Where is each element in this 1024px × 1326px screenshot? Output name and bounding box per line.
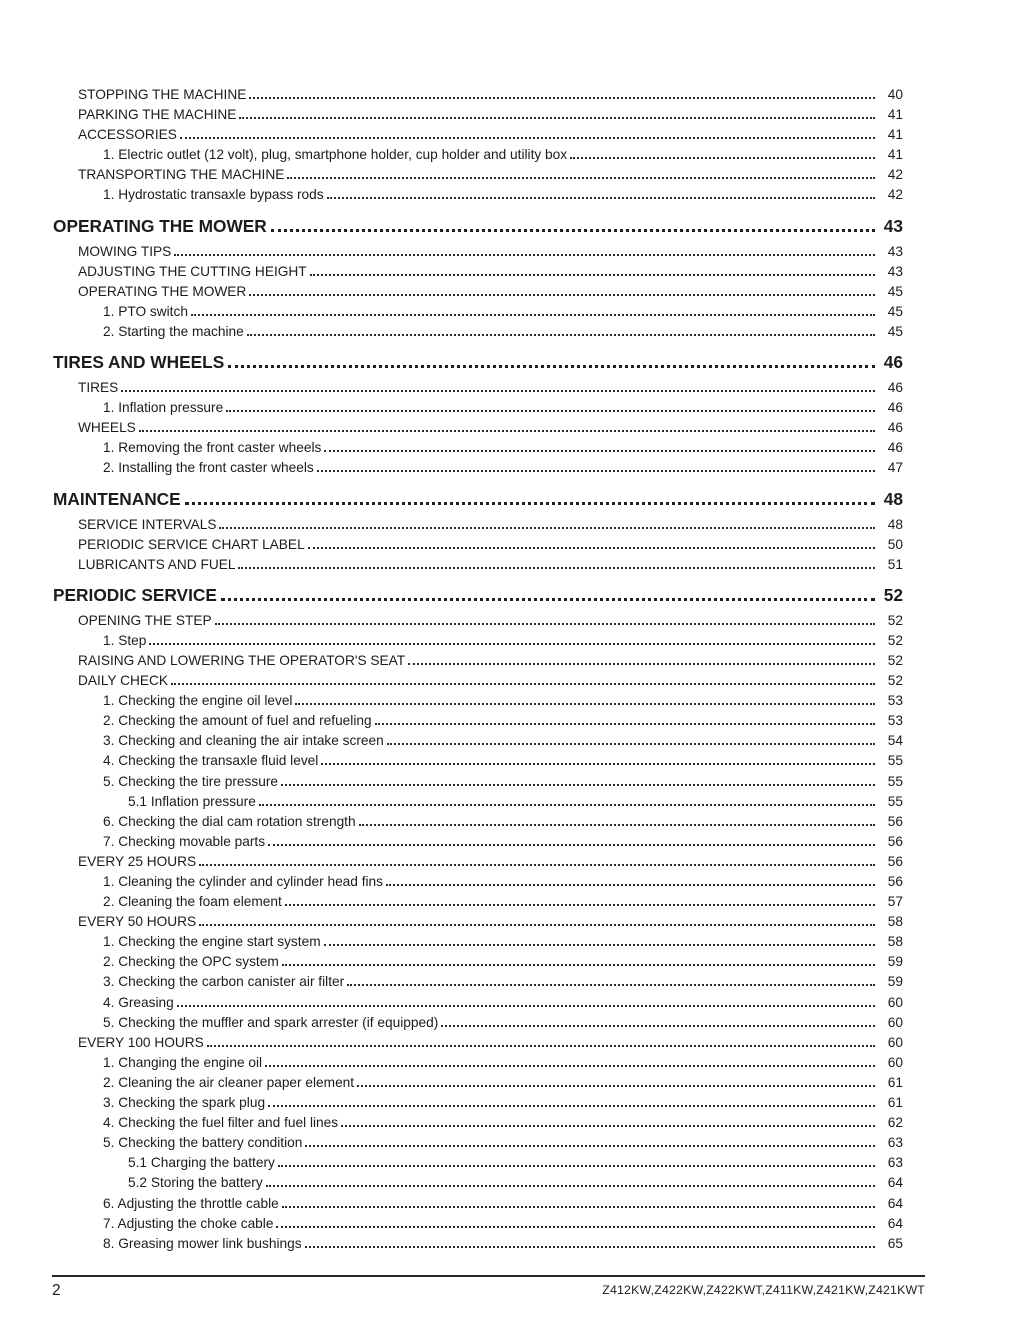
toc-item [53, 751, 903, 771]
dot-leader [341, 1123, 875, 1127]
toc-item [53, 262, 903, 282]
toc-entry-page: 61 [887, 1074, 903, 1090]
dot-leader [268, 1103, 875, 1107]
toc-item [53, 972, 903, 992]
dot-leader [247, 332, 875, 336]
dot-leader [221, 596, 875, 601]
toc-item [53, 691, 903, 711]
toc-item [53, 535, 903, 555]
toc-entry-label: 4. Greasing [103, 994, 174, 1010]
toc-entry-label: DAILY CHECK [78, 673, 169, 689]
dot-leader [271, 227, 875, 232]
toc-entry-label: 5.1 Charging the battery [128, 1155, 275, 1171]
toc-item [53, 1073, 903, 1093]
toc-entry-page: 56 [887, 874, 903, 889]
toc-entry-label: 5.2 Storing the battery [128, 1175, 263, 1191]
toc-entry-label: 7. Adjusting the choke cable [103, 1215, 274, 1231]
dot-leader [408, 661, 875, 665]
toc-entry-label: 1. Inflation pressure [103, 400, 224, 416]
toc-entry-page: 60 [887, 1054, 903, 1070]
dot-leader [207, 1043, 875, 1047]
toc-item [53, 378, 903, 398]
toc-item [53, 711, 903, 731]
toc-entry-page: 42 [887, 187, 903, 203]
dot-leader [327, 195, 875, 199]
toc-entry-page: 43 [887, 263, 903, 279]
toc-entry-label: 6. Checking the dial cam rotation strength [103, 813, 356, 829]
toc-entry-page: 56 [887, 813, 903, 829]
dot-leader [180, 135, 875, 139]
toc-entry-page: 43 [883, 215, 903, 236]
dot-leader [249, 95, 875, 99]
toc-entry-label: SERVICE INTERVALS [78, 516, 217, 532]
dot-leader [228, 363, 875, 368]
toc-entry-label: 1. Step [103, 632, 147, 648]
toc-entry-label: STOPPING THE MACHINE [78, 87, 247, 102]
dot-leader [359, 822, 875, 826]
dot-leader [238, 565, 875, 569]
page-footer [52, 1275, 925, 1300]
toc-entry-label: 2. Starting the machine [103, 323, 244, 339]
dot-leader [324, 942, 875, 946]
toc-entry-page: 46 [887, 440, 903, 456]
toc-item [53, 125, 903, 145]
toc-item [53, 1013, 903, 1033]
toc-entry-page: 42 [887, 167, 903, 183]
toc-entry-label: 5. Checking the battery condition [103, 1135, 303, 1151]
toc-entry-label: OPERATING THE MOWER [78, 283, 247, 299]
toc-entry-page: 52 [887, 612, 903, 628]
toc-entry-label: 2. Cleaning the foam element [103, 894, 282, 910]
toc-item [53, 631, 903, 651]
dot-leader [215, 621, 875, 625]
toc-item [53, 458, 903, 478]
toc-entry-label: 1. Changing the engine oil [103, 1054, 263, 1070]
toc-item [53, 418, 903, 438]
toc-entry-page: 50 [887, 536, 903, 552]
toc-item [53, 651, 903, 671]
dot-leader [295, 701, 875, 705]
toc-item [53, 515, 903, 535]
dot-leader [357, 1083, 875, 1087]
toc-entry-label: 5. Checking the tire pressure [103, 773, 278, 789]
toc-entry-label: EVERY 25 HOURS [78, 853, 197, 869]
dot-leader [171, 681, 875, 685]
toc-item [53, 322, 903, 342]
toc-entry-page: 59 [887, 954, 903, 970]
toc-entry-page: 45 [887, 323, 903, 339]
toc-entry-page: 48 [883, 488, 903, 509]
dot-leader [139, 428, 875, 432]
toc-entry-label: 5.1 Inflation pressure [128, 793, 256, 809]
dot-leader [282, 1204, 875, 1208]
toc-entry-page: 45 [887, 283, 903, 299]
toc-item [53, 1173, 903, 1193]
toc-entry-label: 4. Checking the fuel filter and fuel lines [103, 1115, 339, 1131]
toc-item [53, 185, 903, 205]
toc-entry-page: 60 [887, 1034, 903, 1050]
toc-entry-label: RAISING AND LOWERING THE OPERATOR'S SEAT [78, 652, 406, 668]
toc-entry-label: OPENING THE STEP [78, 612, 212, 628]
dot-leader [259, 802, 875, 806]
toc-entry-label: PARKING THE MACHINE [78, 107, 237, 123]
toc-entry-label: 1. Electric outlet (12 volt), plug, smartphone holder, cup holder and utility box [103, 147, 568, 163]
toc-section-heading [53, 488, 903, 511]
toc-entry-label: PERIODIC SERVICE [53, 584, 217, 605]
dot-leader [317, 468, 875, 472]
toc-entry-label: TIRES [78, 380, 119, 396]
toc-item [53, 282, 903, 302]
dot-leader [387, 741, 875, 745]
toc-entry-page: 55 [887, 773, 903, 789]
toc-entry-label: EVERY 50 HOURS [78, 914, 197, 930]
toc-item [53, 1113, 903, 1133]
dot-leader [347, 982, 875, 986]
toc-entry-page: 56 [887, 853, 903, 869]
toc-entry-page: 51 [887, 556, 903, 572]
dot-leader [375, 721, 875, 725]
dot-leader [310, 272, 875, 276]
toc-entry-label: 1. Cleaning the cylinder and cylinder head fins [103, 874, 384, 889]
toc-item [53, 242, 903, 262]
toc-entry-label: 2. Installing the front caster wheels [103, 460, 314, 476]
dot-leader [266, 1183, 875, 1187]
toc-item [53, 993, 903, 1013]
toc-item [53, 1053, 903, 1073]
dot-leader [249, 292, 875, 296]
footer-model-list: Z412KW,Z422KW,Z422KWT,Z411KW,Z421KW,Z421KWT [602, 1283, 925, 1297]
dot-leader [321, 761, 875, 765]
toc-item [53, 165, 903, 185]
toc-entry-page: 40 [887, 87, 903, 102]
toc-item [53, 1153, 903, 1173]
dot-leader [281, 782, 875, 786]
dot-leader [386, 882, 875, 886]
dot-leader [441, 1023, 875, 1027]
toc-item [53, 1033, 903, 1053]
toc-entry-page: 41 [887, 107, 903, 123]
toc-section-heading [53, 215, 903, 238]
toc-entry-page: 54 [887, 733, 903, 749]
toc-entry-label: 2. Cleaning the air cleaner paper element [103, 1074, 355, 1090]
toc-entry-label: 3. Checking the spark plug [103, 1095, 266, 1111]
dot-leader [265, 1063, 875, 1067]
toc-item [53, 912, 903, 932]
toc-entry-page: 47 [887, 460, 903, 476]
toc-entry-label: 6. Adjusting the throttle cable [103, 1195, 279, 1211]
toc-entry-page: 45 [887, 303, 903, 319]
dot-leader [177, 1003, 875, 1007]
toc-item [53, 1133, 903, 1153]
toc-item [53, 611, 903, 631]
toc-entry-page: 55 [887, 793, 903, 809]
toc-item [53, 671, 903, 691]
toc-entry-page: 56 [887, 833, 903, 849]
toc-entry-page: 46 [887, 400, 903, 416]
toc-entry-page: 63 [887, 1155, 903, 1171]
toc-entry-page: 60 [887, 1014, 903, 1030]
toc-entry-label: 1. Hydrostatic transaxle bypass rods [103, 187, 324, 203]
dot-leader [199, 922, 875, 926]
toc-entry-label: 1. Checking the engine start system [103, 934, 321, 950]
toc-entry-page: 60 [887, 994, 903, 1010]
toc-item [53, 438, 903, 458]
toc-entry-label: 1. PTO switch [103, 303, 188, 319]
dot-leader [226, 408, 875, 412]
toc-item [53, 932, 903, 952]
dot-leader [174, 252, 875, 256]
toc-entry-page: 58 [887, 934, 903, 950]
dot-leader [570, 155, 875, 159]
dot-leader [308, 545, 875, 549]
dot-leader [285, 902, 875, 906]
toc-entry-page: 65 [887, 1235, 903, 1251]
toc-entry-page: 52 [887, 632, 903, 648]
toc-entry-page: 48 [887, 516, 903, 532]
toc-entry-label: 3. Checking the carbon canister air filter [103, 974, 345, 990]
toc-entry-page: 46 [887, 380, 903, 396]
toc-item [53, 852, 903, 872]
toc-entry-page: 53 [887, 713, 903, 729]
toc-entry-label: ADJUSTING THE CUTTING HEIGHT [78, 263, 307, 279]
toc-entry-label: 2. Checking the OPC system [103, 954, 279, 970]
toc-entry-label: 1. Removing the front caster wheels [103, 440, 322, 456]
footer-page-number: 2 [52, 1282, 61, 1299]
toc-entry-label: TRANSPORTING THE MACHINE [78, 167, 285, 183]
toc-entry-page: 52 [883, 584, 903, 605]
toc-entry-label: 3. Checking and cleaning the air intake screen [103, 733, 384, 749]
dot-leader [278, 1163, 875, 1167]
toc-entry-page: 46 [883, 352, 903, 373]
toc-entry-page: 64 [887, 1175, 903, 1191]
toc-entry-label: EVERY 100 HOURS [78, 1034, 204, 1050]
toc-item [53, 1214, 903, 1234]
toc-entry-label: 1. Checking the engine oil level [103, 693, 293, 709]
toc-item [53, 1093, 903, 1113]
toc-entry-label: MOWING TIPS [78, 243, 172, 259]
toc-entry-page: 55 [887, 753, 903, 769]
dot-leader [276, 1224, 875, 1228]
toc-entry-page: 57 [887, 894, 903, 910]
dot-leader [185, 500, 875, 505]
dot-leader [121, 388, 875, 392]
toc-entry-page: 63 [887, 1135, 903, 1151]
toc-item [53, 872, 903, 892]
toc-entry-label: 7. Checking movable parts [103, 833, 266, 849]
toc-section-heading [53, 584, 903, 607]
toc-entry-page: 61 [887, 1095, 903, 1111]
dot-leader [219, 525, 875, 529]
dot-leader [324, 448, 875, 452]
toc-item [53, 812, 903, 832]
toc-item [53, 398, 903, 418]
toc-item [53, 85, 903, 105]
toc-entry-page: 64 [887, 1215, 903, 1231]
toc-item [53, 1234, 903, 1254]
toc-item [53, 1194, 903, 1214]
toc-item [53, 792, 903, 812]
dot-leader [268, 842, 875, 846]
toc-entry-page: 64 [887, 1195, 903, 1211]
toc-entry-label: 8. Greasing mower link bushings [103, 1235, 302, 1251]
dot-leader [239, 115, 875, 119]
toc-entry-label: LUBRICANTS AND FUEL [78, 556, 236, 572]
dot-leader [282, 962, 875, 966]
toc-entry-page: 41 [887, 127, 903, 143]
toc [53, 85, 903, 1254]
toc-entry-label: ACCESSORIES [78, 127, 177, 143]
toc-item [53, 772, 903, 792]
toc-item [53, 555, 903, 575]
toc-entry-label: OPERATING THE MOWER [53, 215, 267, 236]
dot-leader [149, 641, 875, 645]
toc-entry-page: 46 [887, 420, 903, 436]
toc-item [53, 145, 903, 165]
toc-entry-label: 2. Checking the amount of fuel and refueling [103, 713, 372, 729]
dot-leader [191, 312, 875, 316]
toc-entry-label: PERIODIC SERVICE CHART LABEL [78, 536, 305, 552]
toc-entry-page: 52 [887, 652, 903, 668]
toc-entry-page: 53 [887, 693, 903, 709]
dot-leader [305, 1244, 875, 1248]
toc-entry-label: 5. Checking the muffler and spark arrester (if equipped) [103, 1014, 439, 1030]
dot-leader [287, 175, 875, 179]
toc-item [53, 302, 903, 322]
toc-section-heading [53, 351, 903, 374]
toc-entry-page: 43 [887, 243, 903, 259]
toc-item [53, 832, 903, 852]
toc-entry-page: 62 [887, 1115, 903, 1131]
toc-entry-label: WHEELS [78, 420, 136, 436]
toc-item [53, 892, 903, 912]
toc-entry-label: TIRES AND WHEELS [53, 352, 225, 373]
dot-leader [305, 1143, 875, 1147]
toc-entry-page: 59 [887, 974, 903, 990]
toc-entry-page: 41 [887, 147, 903, 163]
toc-item [53, 731, 903, 751]
toc-item [53, 105, 903, 125]
dot-leader [199, 862, 875, 866]
toc-entry-page: 52 [887, 673, 903, 689]
toc-entry-label: 4. Checking the transaxle fluid level [103, 753, 319, 769]
toc-entry-label: MAINTENANCE [53, 488, 181, 509]
toc-item [53, 952, 903, 972]
toc-entry-page: 58 [887, 914, 903, 930]
